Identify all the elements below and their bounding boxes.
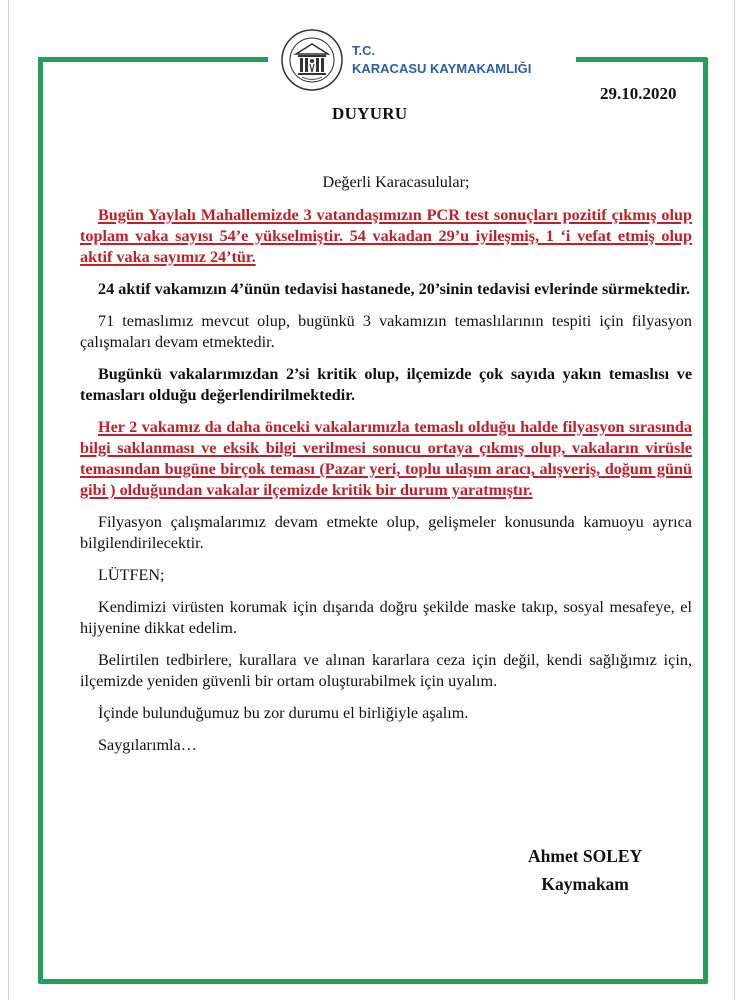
paragraph-contacts: 71 temaslımız mevcut olup, bugünkü 3 vakamızın temaslılarının tespiti için filyasyon çalışmaları devam etmektedir. <box>80 312 692 351</box>
page-edge-left <box>8 0 9 1000</box>
header-line-tc: T.C. <box>352 43 376 58</box>
paragraph-filiation-ongoing: Filyasyon çalışmalarımız devam etmekte olup, gelişmeler konusunda kamuoyu ayrıca bilgilendirilecektir. <box>80 513 692 552</box>
page-edge-right <box>734 0 735 1000</box>
paragraph-mask-advice: Kendimizi virüsten korumak için dışarıda doğru şekilde maske takıp, sosyal mesafeye, el hijyenine dikkat edelim. <box>80 598 692 637</box>
signatory-name: Ahmet SOLEY <box>528 846 643 866</box>
paragraph-case-update: Bugün Yaylalı Mahallemizde 3 vatandaşımızın PCR test sonuçları pozitif çıkmış olup toplam vaka sayısı 54’e yükselmiştir. 54 vakadan 29’u iyileşmiş, 1 ‘i vefat etmiş olup aktif vaka sayımız 24’tür. <box>80 206 692 266</box>
frame-top-left-segment <box>38 57 268 62</box>
paragraph-unity: İçinde bulunduğumuz bu zor durumu el birliğiyle aşalım. <box>98 704 469 722</box>
document-date: 29.10.2020 <box>600 84 677 103</box>
signature-block <box>528 842 642 898</box>
letterhead <box>280 28 531 92</box>
paragraph-active-cases: 24 aktif vakamızın 4’ünün tedavisi hastanede, 20’sinin tedavisi evlerinde sürmektedir. <box>98 280 690 298</box>
frame-top-right-segment <box>576 57 703 62</box>
header-institution-name: KARACASU KAYMAKAMLIĞI <box>352 61 532 76</box>
document-title: DUYURU <box>332 104 408 123</box>
signatory-position: Kaymakam <box>541 874 629 894</box>
paragraph-filiation-warning: Her 2 vakamız da daha önceki vakalarımızla temaslı olduğu halde filyasyon sırasında bilgi saklanması ve eksik bilgi verilmesi sonucu ortaya çıkmış olup, vakaların virüsle temasından bugüne birçok teması (Pazar yeri, toplu ulaşım aracı, alışveriş, doğum günü gibi ) olduğundan vakalar ilçemizde kritik bir durum yaratmıştır. <box>80 418 692 499</box>
paragraph-rules-advice: Belirtilen tedbirlere, kurallara ve alınan kararlara ceza için değil, kendi sağlığımız için, ilçemizde yeniden güvenli bir ortam oluşturabilmek için uyalım. <box>80 651 692 690</box>
paragraph-critical-cases: Bugünkü vakalarımızdan 2’si kritik olup, ilçemizde çok sayıda yakın temaslısı ve temasları olduğu değerlendirilmektedir. <box>80 365 692 404</box>
greeting: Değerli Karacasulular; <box>322 173 470 191</box>
paragraph-please: LÜTFEN; <box>98 566 165 584</box>
document-body <box>80 172 692 767</box>
seal-icon <box>280 28 344 92</box>
paragraph-regards: Saygılarımla… <box>98 736 197 754</box>
